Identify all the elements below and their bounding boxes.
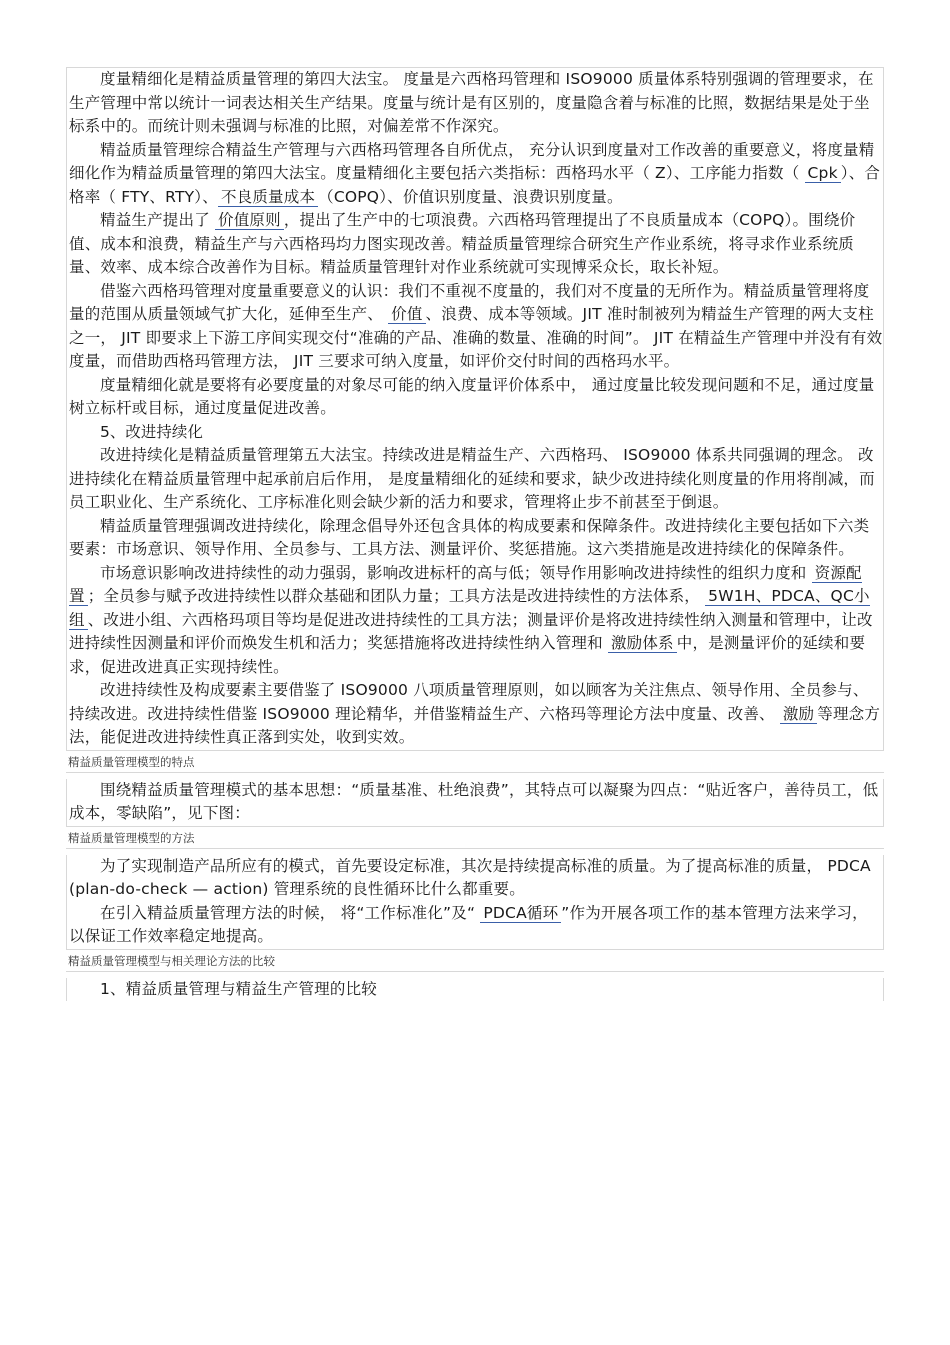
paragraph-measurement-intro xyxy=(67,68,883,139)
paragraph-value-principle xyxy=(67,209,883,280)
paragraph-text: 等理念方法，能促进改进持续性真正落到实处，收到实效。 xyxy=(69,704,881,746)
paragraph-text: （COPQ）、价值识别度量、浪费识别度量。 xyxy=(318,187,623,206)
paragraph-measurement-summary xyxy=(67,374,883,421)
paragraph-text: 在引入精益质量管理方法的时候， 将“工作标准化”及“ xyxy=(100,903,481,922)
section-label-features: 精益质量管理模型的特点 xyxy=(66,750,884,773)
paragraph-text: 精益质量管理强调改进持续化，除理念倡导外还包含具体的构成要素和保障条件。改进持续化主要包括如下六类要素：市场意识、领导作用、全员参与、工具方法、测量评价、奖惩措施。这六类措施是改进持续化的保障条件。 xyxy=(69,516,870,558)
paragraph-text: ；全员参与赋予改进持续性以群众基础和团队力量；工具方法是改进持续性的方法体系， xyxy=(87,587,706,605)
paragraph-jit xyxy=(67,280,883,374)
paragraph-methods-standard: 为了实现制造产品所应有的模式，首先要设定标准，其次是持续提高标准的质量。为了提高标准的质量， PDCA(plan-do-check — action) 管理系统的良性循环比什么都重要。 xyxy=(69,856,871,898)
document-page xyxy=(66,67,884,1001)
paragraph-ci-iso9000 xyxy=(67,679,883,750)
paragraph-text: ）、合格率（ FTY、RTY）、 xyxy=(69,164,881,206)
paragraph-text: ”作为开展各项工作的基本管理方法来学习，以保证工作效率稳定地提高。 xyxy=(69,903,868,945)
section-label-comparison: 精益质量管理模型与相关理论方法的比较 xyxy=(66,949,884,972)
paragraph-text: 度量精细化就是要将有必要度量的对象尽可能的纳入度量评价体系中， 通过度量比较发现问题和不足，通过度量树立标杆或目标，通过度量促进改善。 xyxy=(69,375,875,417)
paragraph-text: 改进持续化是精益质量管理第五大法宝。持续改进是精益生产、六西格玛、 ISO9000 体系共同强调的理念。 改进持续化在精益质量管理中起承前启后作用， 是度量精细化的延续和要求，缺少改进持续化则度量的作用将削减，而员工职业化、生产系统化、工序标准化则会缺少新的活力和要求，管理将止步不前甚至于倒退。 xyxy=(69,446,875,511)
paragraph-ci-elements xyxy=(67,515,883,562)
paragraph-ci-factors xyxy=(67,562,883,680)
heading-comparison-item: 1、精益质量管理与精益生产管理的比较 xyxy=(100,979,377,998)
content-block-methods xyxy=(66,855,884,949)
paragraph-features: 围绕精益质量管理模式的基本思想：“质量基准、杜绝浪费”，其特点可以凝聚为四点：“贴近客户，善待员工，低成本，零缺陷”，见下图： xyxy=(69,780,879,822)
paragraph-text: 、浪费、成本等领域。JIT 准时制被列为精益生产管理的两大支柱之一， JIT 即要求上下游工序间实现交付“准确的产品、准确的数量、准确的时间”。 JIT 在精益生产管理中并没有有效度量，而借助西格玛管理方法， JIT 三要求可纳入度量，如评价交付时间的西格玛水平。 xyxy=(69,305,883,370)
link-cpk[interactable]: Cpk xyxy=(805,164,841,183)
paragraph-ci-intro xyxy=(67,444,883,515)
paragraph-text: 精益质量管理综合精益生产管理与六西格玛管理各自所优点， 充分认识到度量对工作改善的重要意义，将度量精细化作为精益质量管理的第四大法宝。度量精细化主要包括六类指标：西格玛水平（ Z）、工序能力指数（ xyxy=(69,140,875,182)
link-value-principle[interactable]: 价值原则 xyxy=(215,211,284,230)
paragraph-text: ，提出了生产中的七项浪费。六西格玛管理提出了不良质量成本（COPQ）。围绕价值、成本和浪费，精益生产与六西格玛均力图实现改善。精益质量管理综合研究生产作业系统，将寻求作业系统质量、效率、成本综合改善作为目标。精益质量管理针对作业系统就可实现博采众长，取长补短。 xyxy=(69,211,856,276)
paragraph-methods-pdca xyxy=(67,902,883,949)
link-incentive[interactable]: 激励 xyxy=(780,705,817,724)
paragraph-text: 、改进小组、六西格玛项目等均是促进改进持续性的工具方法；测量评价是将改进持续性纳入测量和管理中，让改进持续性因测量和评价而焕发生机和活力；奖惩措施将改进持续性纳入管理和 xyxy=(69,610,873,652)
content-block-comparison xyxy=(66,978,884,1002)
paragraph-text: 市场意识影响改进持续性的动力强弱，影响改进标杆的高与低；领导作用影响改进持续性的组织力度和 xyxy=(100,563,812,582)
link-resource-allocation[interactable]: 资源配置 xyxy=(69,563,862,605)
link-pdca-cycle[interactable]: PDCA循环 xyxy=(480,904,561,923)
content-block-1 xyxy=(66,67,884,750)
paragraph-text: 度量精细化是精益质量管理的第四大法宝。 度量是六西格玛管理和 ISO9000 质量体系特别强调的管理要求，在生产管理中常以统计一词表达相关生产结果。度量与统计是有区别的，度量隐含着与标准的比照，数据结果是处于坐标系中的。而统计则未强调与标准的比照，对偏差常不作深究。 xyxy=(69,70,874,135)
paragraph-text: 借鉴六西格玛管理对度量重要意义的认识：我们不重视不度量的，我们对不度量的无所作为。精益质量管理将度量的范围从质量领域气扩大化，延伸至生产、 xyxy=(69,281,870,323)
heading-continuous-improvement: 5、改进持续化 xyxy=(100,422,203,441)
section-label-methods: 精益质量管理模型的方法 xyxy=(66,826,884,849)
paragraph-text: 改进持续性及构成要素主要借鉴了 ISO9000 八项质量管理原则，如以顾客为关注焦点、领导作用、全员参与、持续改进。改进持续性借鉴 ISO9000 理论精华，并借鉴精益生产、六格玛等理论方法中度量、改善、 xyxy=(69,681,869,723)
link-incentive-system[interactable]: 激励体系 xyxy=(608,634,677,653)
link-cost-of-poor-quality[interactable]: 不良质量成本 xyxy=(218,188,318,207)
paragraph-measurement-indicators xyxy=(67,139,883,210)
link-5w1h-pdca-qc[interactable]: 5W1H、PDCA、QC小组 xyxy=(69,587,870,629)
paragraph-text: 精益生产提出了 xyxy=(100,211,216,229)
content-block-features xyxy=(66,779,884,826)
paragraph-text: 中，是测量评价的延续和要求，促进改进真正实现持续性。 xyxy=(69,634,866,676)
link-value[interactable]: 价值 xyxy=(388,305,425,324)
